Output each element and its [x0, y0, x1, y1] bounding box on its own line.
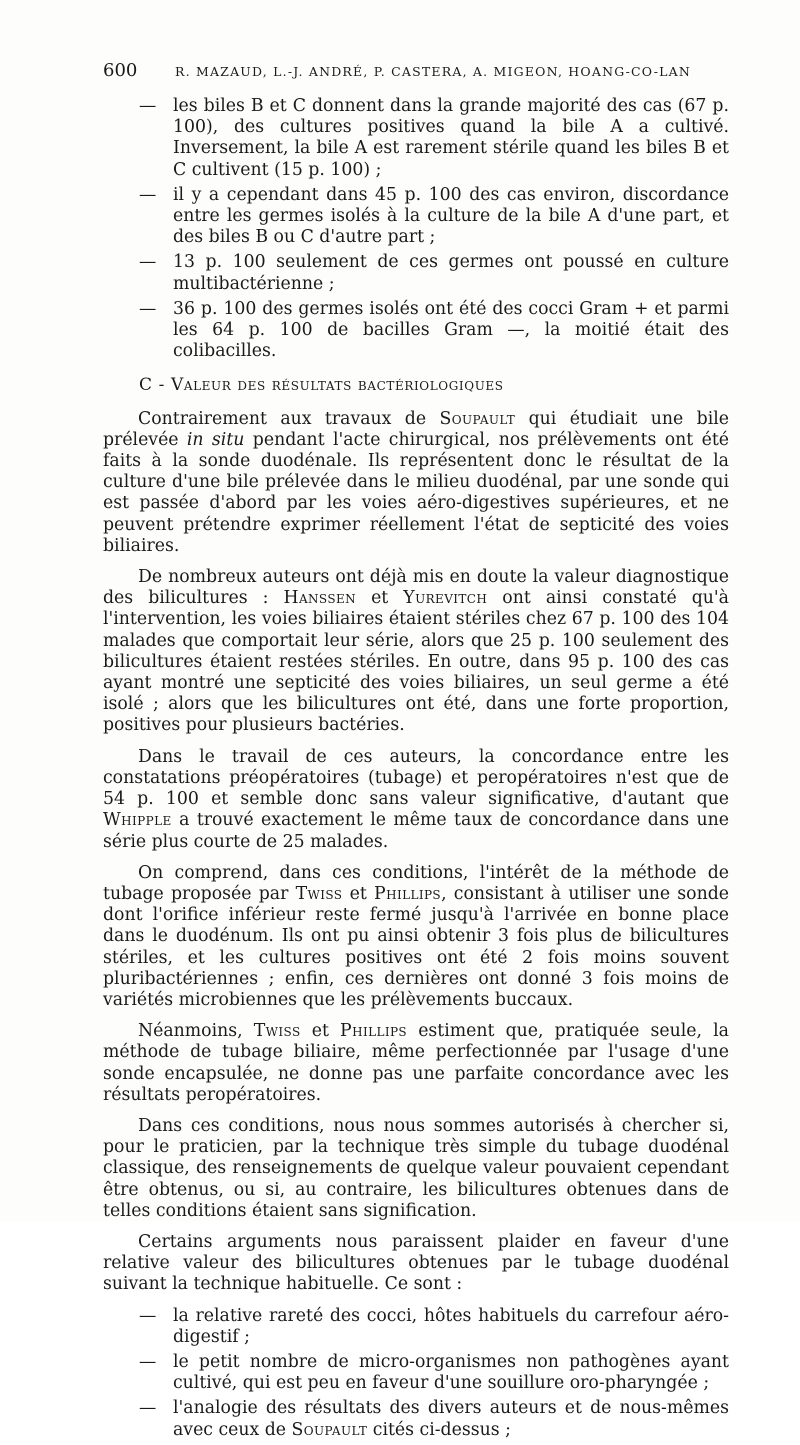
dash-marker: —	[139, 252, 157, 273]
list-item-text: les biles B et C donnent dans la grande majorité des cas (67 p. 100), des cultures positives quand la bile A a cultivé. Inversement, la bile A est rarement stérile quand les biles B et C cultivent (15 p. 100) ;	[173, 96, 729, 180]
list-item	[139, 1398, 729, 1440]
text-run: a trouvé exactement le même taux de concordance dans une série plus courte de 25 malades.	[103, 810, 729, 852]
page-number: 600	[103, 60, 138, 81]
text-run: , consistant à utiliser une sonde dont l'orifice inférieur reste fermé jusqu'à l'arrivée en bonne place dans le duodénum. Ils ont pu ainsi obtenir 3 fois plus de bilicultures stériles, et les cultures positives ont été 2 fois moins souvent pluribactériennes ; enfin, ces dernières ont donné 3 fois moins de variétés microbiennes que les prélèvements buccaux.	[103, 883, 729, 1010]
text-run: Contrairement aux travaux de	[138, 408, 440, 429]
list-item-text	[173, 1398, 729, 1440]
list-item-text: 13 p. 100 seulement de ces germes ont poussé en culture multibactérienne ;	[173, 252, 729, 294]
author-name: Phillips	[340, 1021, 408, 1042]
page-header	[103, 60, 693, 84]
text-run: qui étudiait une bile prélevée	[103, 408, 730, 450]
text-run: De nombreux auteurs ont déjà mis en doute la valeur diagnostique des bilicultures :	[103, 567, 729, 609]
list-item	[139, 96, 729, 181]
dash-marker: —	[139, 1305, 157, 1326]
italic-term: in situ	[186, 429, 245, 450]
author-name: Yurevitch	[403, 588, 488, 609]
list-item	[139, 299, 729, 363]
list-item-text: la relative rareté des cocci, hôtes habituels du carrefour aéro-digestif ;	[173, 1305, 729, 1347]
author-name: Twiss	[295, 883, 343, 904]
text-run: l'analogie des résultats des divers auteurs et de nous-mêmes avec ceux de	[173, 1398, 729, 1440]
paragraph-2	[103, 567, 729, 737]
paragraph-5	[103, 1021, 729, 1106]
dash-marker: —	[139, 1398, 157, 1419]
text-run: On comprend, dans ces conditions, l'intérêt de la méthode de tubage proposée par	[103, 862, 729, 904]
list-item-text: 36 p. 100 des germes isolés ont été des cocci Gram + et parmi les 64 p. 100 de bacilles Gram —, la moitié était des colibacilles.	[173, 298, 729, 362]
list-item-text: il y a cependant dans 45 p. 100 des cas environ, discordance entre les germes isolés à la culture de la bile A d'une part, et des biles B ou C d'autre part ;	[173, 184, 729, 248]
section-heading: C - Valeur des résultats bactériologiques	[139, 375, 504, 396]
dash-marker: —	[139, 96, 157, 116]
text-run: et	[342, 883, 375, 904]
text-run: estiment que, pratiquée seule, la méthode de tubage biliaire, même perfectionnée par l'usage d'une sonde encapsulée, ne donne pas une parfaite concordance avec les résultats peropératoires.	[103, 1021, 729, 1105]
paragraph-3	[103, 747, 729, 853]
list-item-text: le petit nombre de micro-organismes non pathogènes ayant cultivé, qui est peu en faveur d'une souillure oro-pharyngée ;	[173, 1351, 729, 1394]
text-run: pendant l'acte chirurgical, nos prélèvements ont été faits à la sonde duodénale. Ils représentent donc le résultat de la culture d'une bile prélevée dans le milieu duodénal, par une sonde qui est passée d'abord par les voies aéro-digestives supérieures, et ne peuvent prétendre exprimer réellement l'état de septicité des voies biliaires.	[103, 429, 730, 556]
argument-list	[103, 1306, 729, 1441]
author-name: Soupault	[291, 1419, 368, 1440]
text-run: et	[356, 588, 404, 609]
author-name: Hanssen	[283, 588, 357, 609]
dash-marker: —	[139, 1351, 157, 1372]
text-run: et	[300, 1021, 341, 1042]
author-name: Phillips	[374, 883, 442, 904]
dash-marker: —	[139, 184, 157, 205]
list-item	[139, 185, 729, 249]
paragraph-4	[103, 863, 729, 1011]
body-text	[103, 96, 729, 1445]
paragraph-7: Certains arguments nous paraissent plaider en faveur d'une relative valeur des bilicultures obtenues par le tubage duodénal suivant la technique habituelle. Ce sont :	[103, 1231, 729, 1295]
author-name: Soupault	[439, 408, 516, 429]
text-run: Dans le travail de ces auteurs, la concordance entre les constatations préopératoires (tubage) et peropératoires n'est que de 54 p. 100 et semble donc sans valeur significative, d'autant que	[103, 746, 729, 810]
paragraph-6: Dans ces conditions, nous nous sommes autorisés à chercher si, pour le praticien, par la technique très simple du tubage duodénal classique, des renseignements de quelque valeur pouvaient cependant être obtenus, ou si, au contraire, les bilicultures obtenues dans de telles conditions étaient sans signification.	[103, 1115, 729, 1221]
author-name: Twiss	[253, 1021, 301, 1042]
running-head: R. MAZAUD, L.-J. ANDRÉ, P. CASTERA, A. MIGEON, HOANG-CO-LAN	[175, 64, 692, 79]
author-name: Whipple	[103, 810, 172, 831]
text-run: Néanmoins,	[138, 1021, 254, 1042]
list-item	[139, 1352, 729, 1394]
list-item	[139, 1306, 729, 1348]
text-run: ont ainsi constaté qu'à l'intervention, les voies biliaires étaient stériles chez 67 p. 100 des 104 malades que comportait leur série, alors que 25 p. 100 seulement des bilicultures étaient restées stériles. En outre, dans 95 p. 100 des cas ayant montré une septicité des voies biliaires, un seul germe a été isolé ; alors que les bilicultures ont été, dans une forte proportion, positives pour plusieurs bactéries.	[103, 588, 729, 736]
paragraph-1	[103, 409, 729, 557]
text-run: cités ci-dessus ;	[367, 1419, 511, 1440]
dash-marker: —	[139, 298, 157, 319]
list-item	[139, 252, 729, 294]
